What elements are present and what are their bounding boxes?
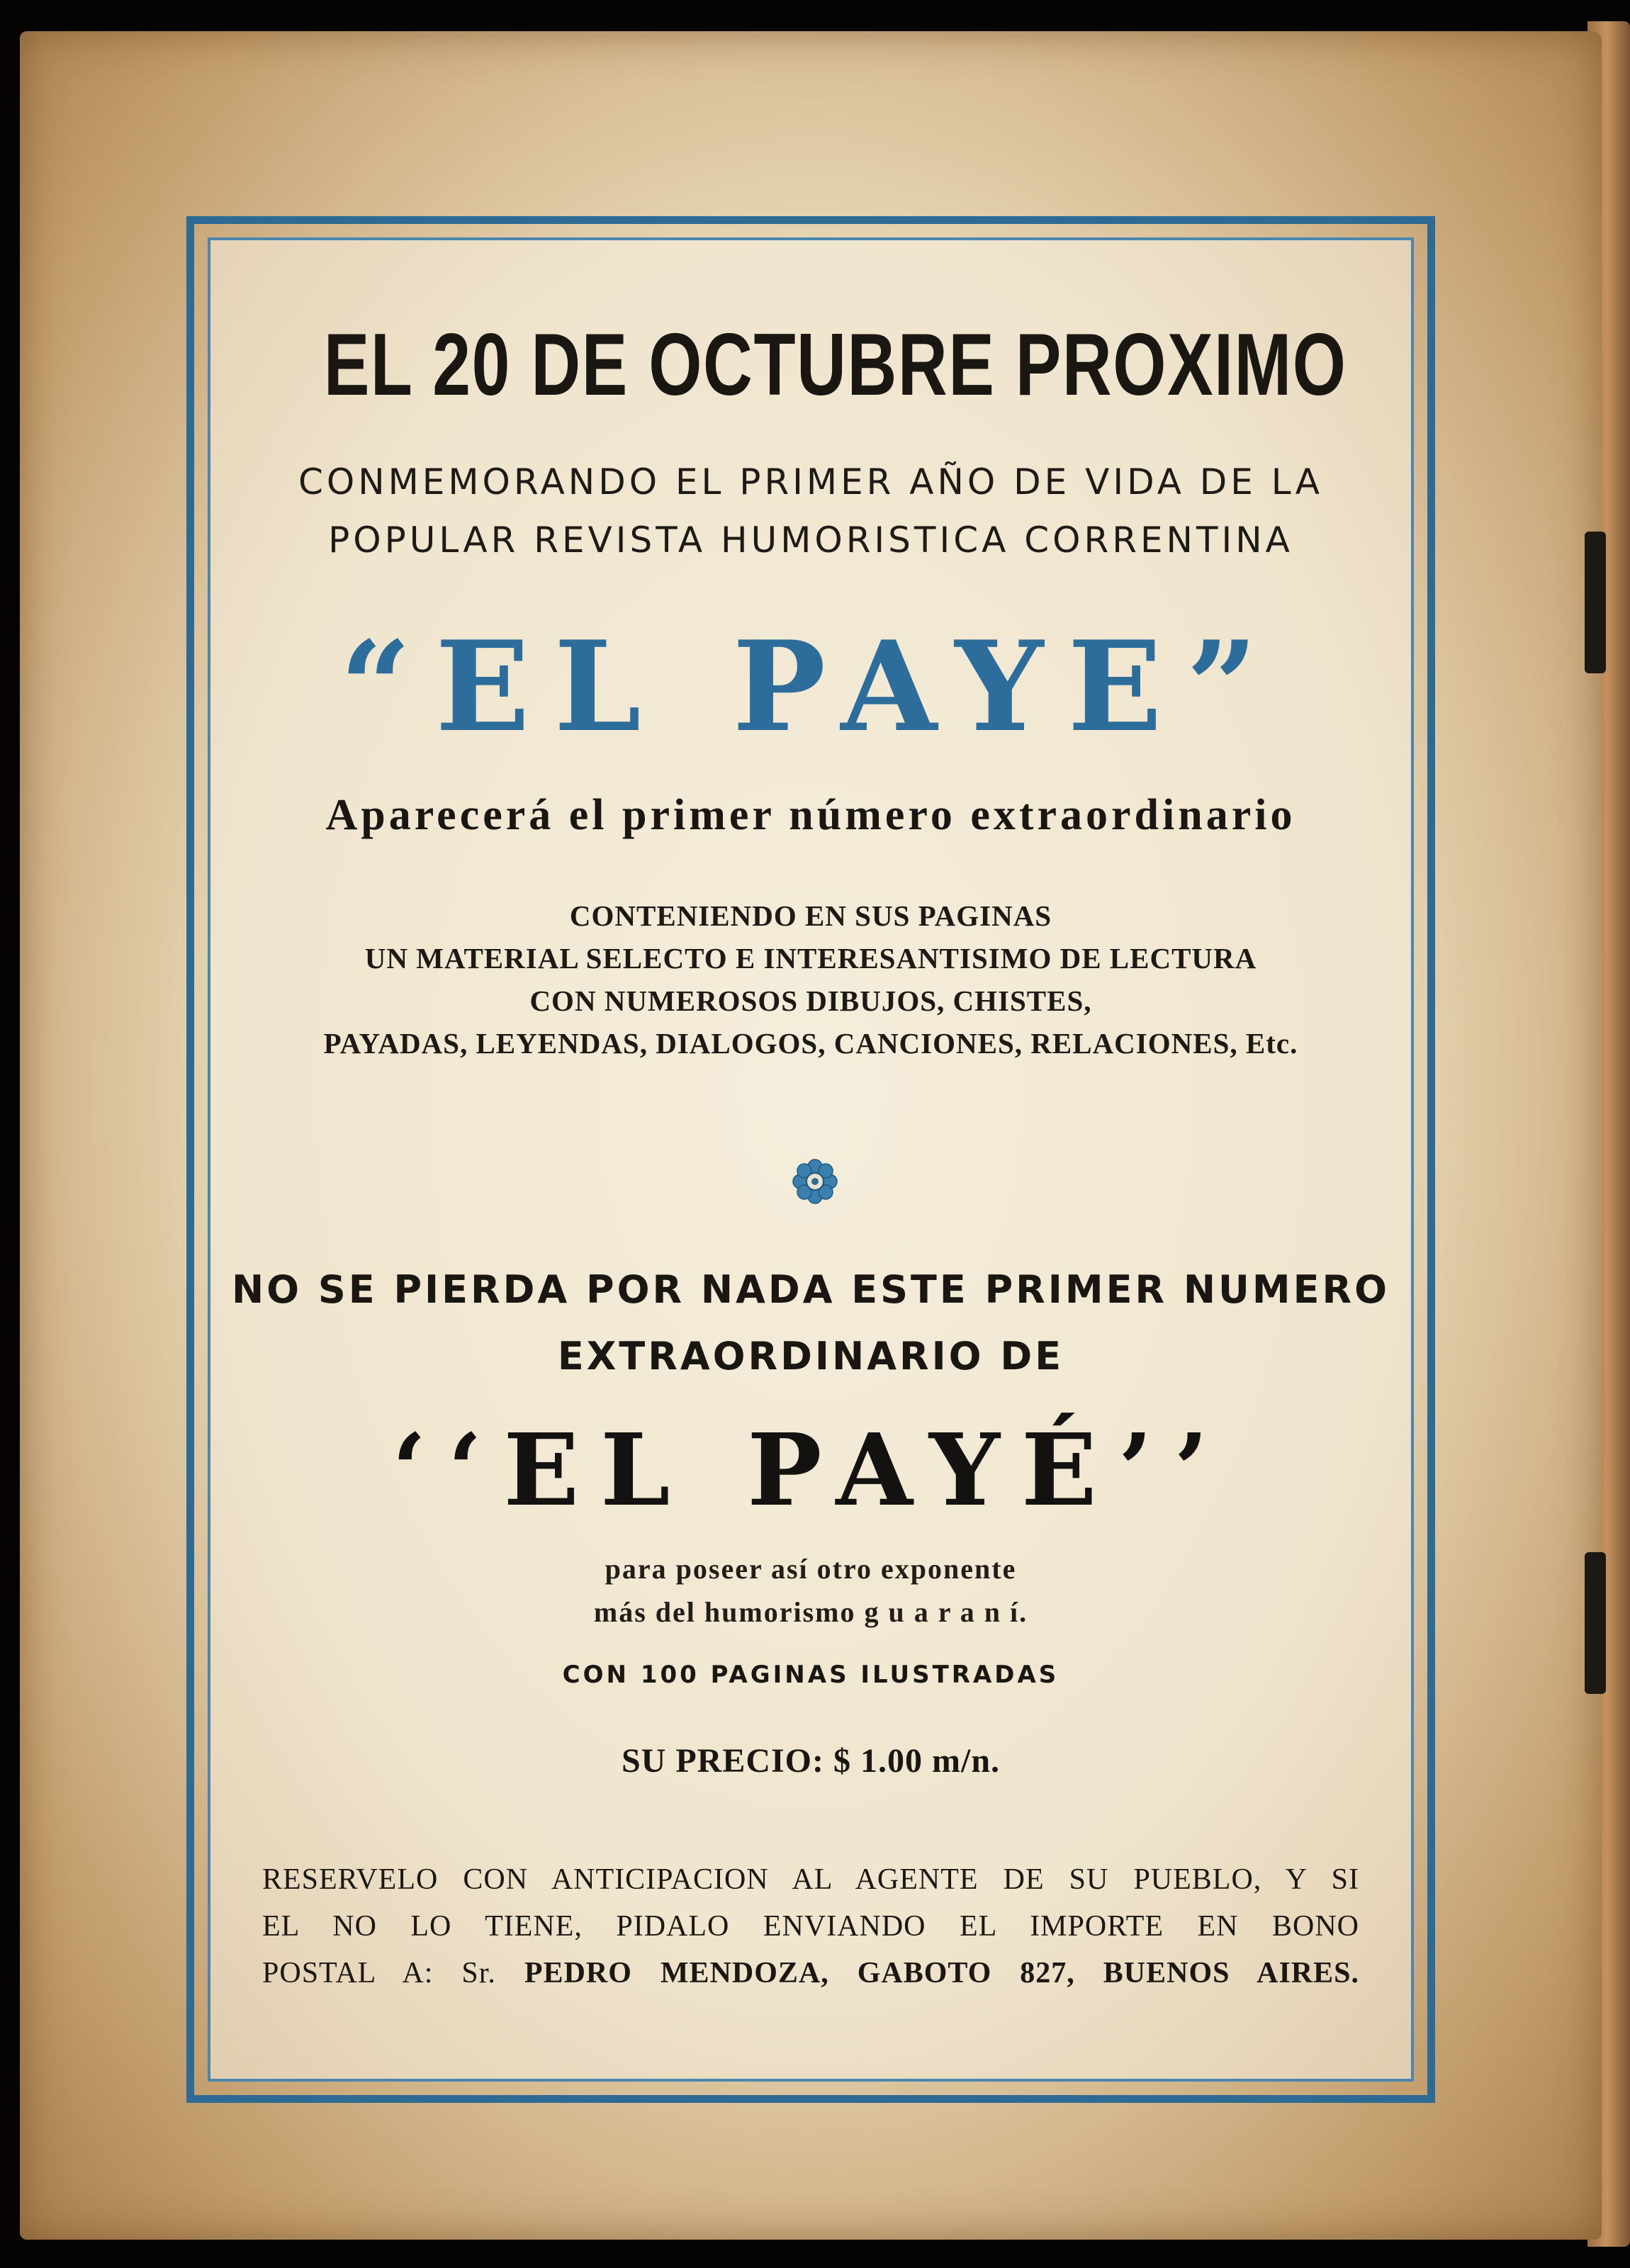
reserve-prefix: POSTAL A: Sr. xyxy=(262,1957,496,1989)
subtitle-line-2: POPULAR REVISTA HUMORISTICA CORRENTINA xyxy=(328,520,1293,561)
ad-headline: EL 20 DE OCTUBRE PROXIMO xyxy=(323,316,1347,414)
magazine-name-black: ‘‘EL PAYÉ’’ xyxy=(391,1413,1230,1529)
contents-line-2: UN MATERIAL SELECTO E INTERESANTISIMO DE LECTURA xyxy=(364,942,1257,975)
reserve-address: PEDRO MENDOZA, GABOTO 827, BUENOS AIRES. xyxy=(524,1957,1360,1989)
reserve-line-3 xyxy=(262,1950,1359,1996)
magazine-name-blue: “EL PAYE” xyxy=(339,614,1282,760)
reserve-line-1: RESERVELO CON ANTICIPACION AL AGENTE DE SU PUEBLO, Y SI xyxy=(262,1863,1359,1896)
contents-line-4: PAYADAS, LEYENDAS, DIALOGOS, CANCIONES, RELACIONES, Etc. xyxy=(323,1027,1298,1060)
subtitle-line-1: CONMEMORANDO EL PRIMER AÑO DE VIDA DE LA xyxy=(298,461,1324,503)
announcement-text: Aparecerá el primer número extraordinario xyxy=(325,791,1296,839)
contents-line-1: CONTENIENDO EN SUS PAGINAS xyxy=(569,899,1052,932)
binding-mark-top xyxy=(1585,532,1606,673)
appeal-line-2: EXTRAORDINARIO DE xyxy=(557,1334,1064,1379)
appeal-line-1: NO SE PIERDA POR NADA ESTE PRIMER NUMERO xyxy=(231,1267,1390,1312)
pages-note: CON 100 PAGINAS ILUSTRADAS xyxy=(562,1661,1060,1689)
binding-mark-bottom xyxy=(1585,1552,1606,1694)
tagline-line-1: para poseer así otro exponente xyxy=(605,1553,1017,1585)
price-text: SU PRECIO: $ 1.00 m/n. xyxy=(621,1742,1001,1780)
reserve-line-2: EL NO LO TIENE, PIDALO ENVIANDO EL IMPORTE EN BONO xyxy=(262,1910,1359,1943)
flower-ornament-icon xyxy=(790,1157,840,1206)
contents-line-3: CON NUMEROSOS DIBUJOS, CHISTES, xyxy=(529,984,1092,1017)
tagline-line-2: más del humorismo g u a r a n í. xyxy=(593,1596,1028,1628)
